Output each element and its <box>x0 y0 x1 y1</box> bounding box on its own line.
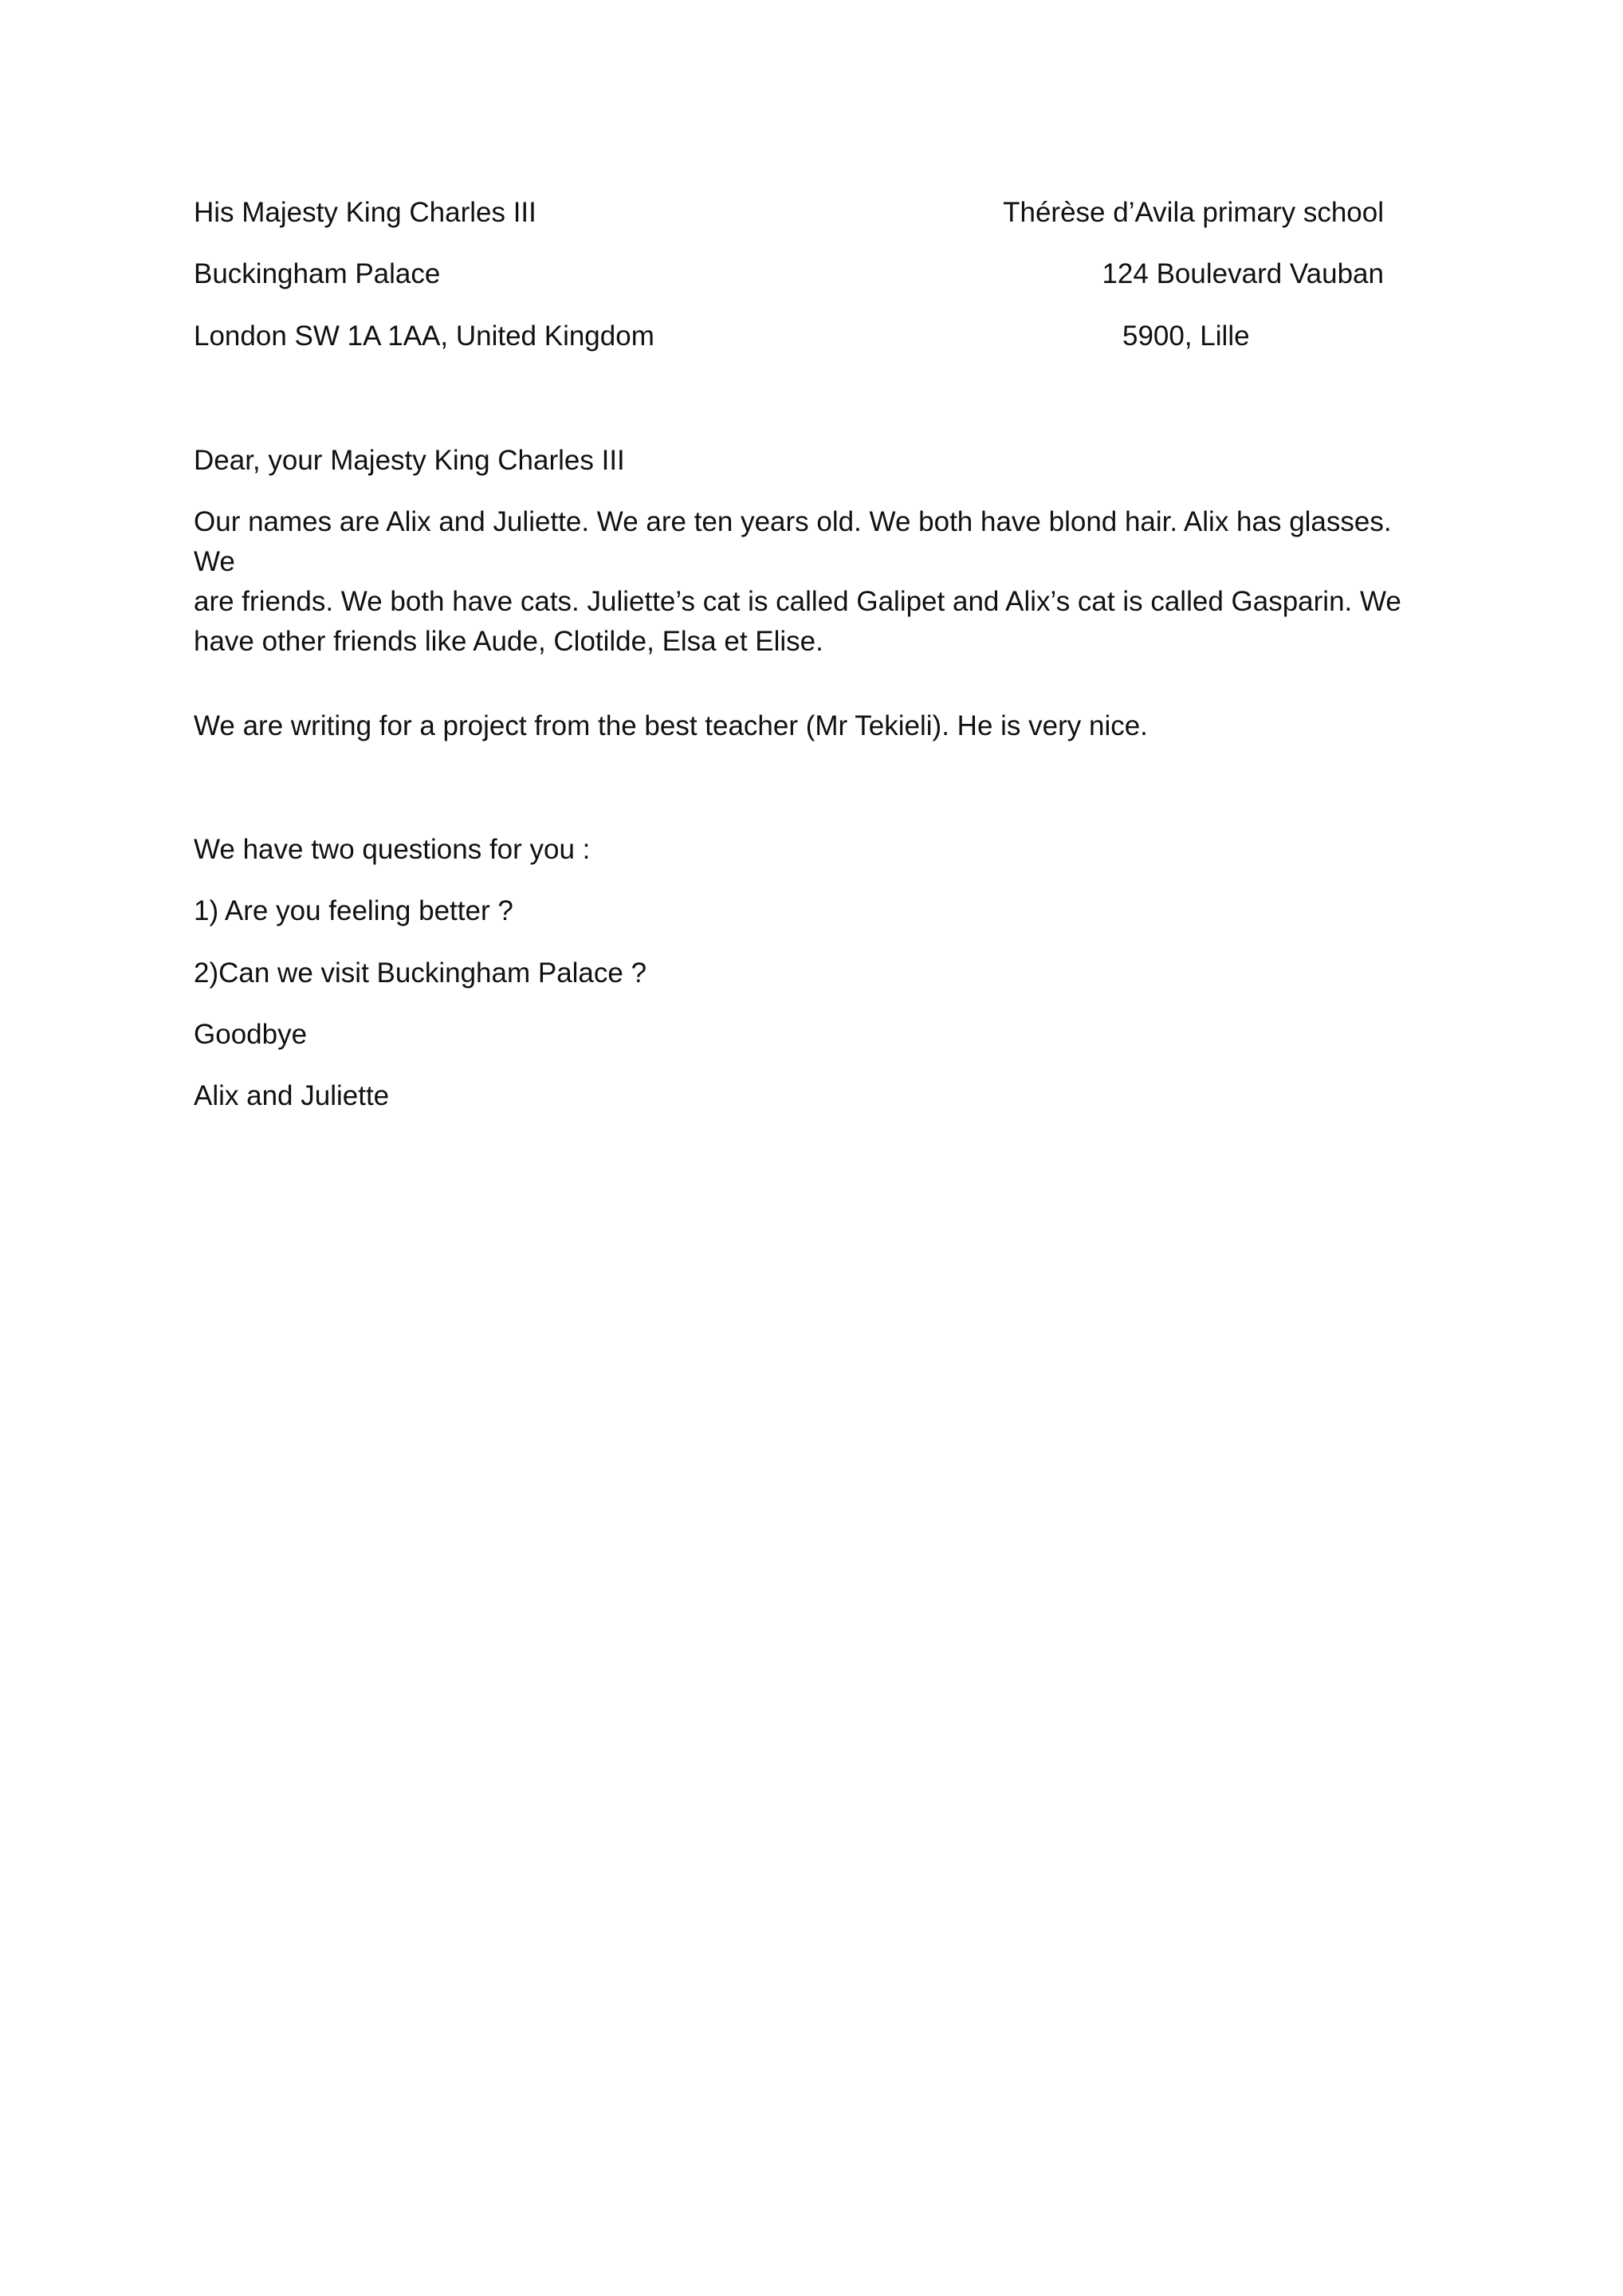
recipient-name: His Majesty King Charles III <box>194 197 536 228</box>
intro-paragraph <box>194 502 1437 662</box>
question-1: 1) Are you feeling better ? <box>194 895 513 926</box>
questions-intro: We have two questions for you : <box>194 834 591 865</box>
sender-school: Thérèse d’Avila primary school <box>1003 197 1384 228</box>
intro-line: have other friends like Aude, Clotilde, Elsa et Elise. <box>194 626 823 657</box>
intro-line: Our names are Alix and Juliette. We are ten years old. We both have blond hair. Alix has glasses. We <box>194 506 1392 577</box>
closing: Goodbye <box>194 1019 308 1050</box>
signature: Alix and Juliette <box>194 1080 390 1111</box>
intro-line: are friends. We both have cats. Juliette’s cat is called Galipet and Alix’s cat is called Gasparin. We <box>194 586 1401 617</box>
project-paragraph: We are writing for a project from the best teacher (Mr Tekieli). He is very nice. <box>194 710 1148 741</box>
recipient-address-line1: Buckingham Palace <box>194 258 441 289</box>
salutation: Dear, your Majesty King Charles III <box>194 445 625 476</box>
question-2: 2)Can we visit Buckingham Palace ? <box>194 957 647 989</box>
sender-city: 5900, Lille <box>1122 320 1250 352</box>
sender-street: 124 Boulevard Vauban <box>1102 258 1384 289</box>
recipient-address-line2: London SW 1A 1AA, United Kingdom <box>194 320 654 352</box>
